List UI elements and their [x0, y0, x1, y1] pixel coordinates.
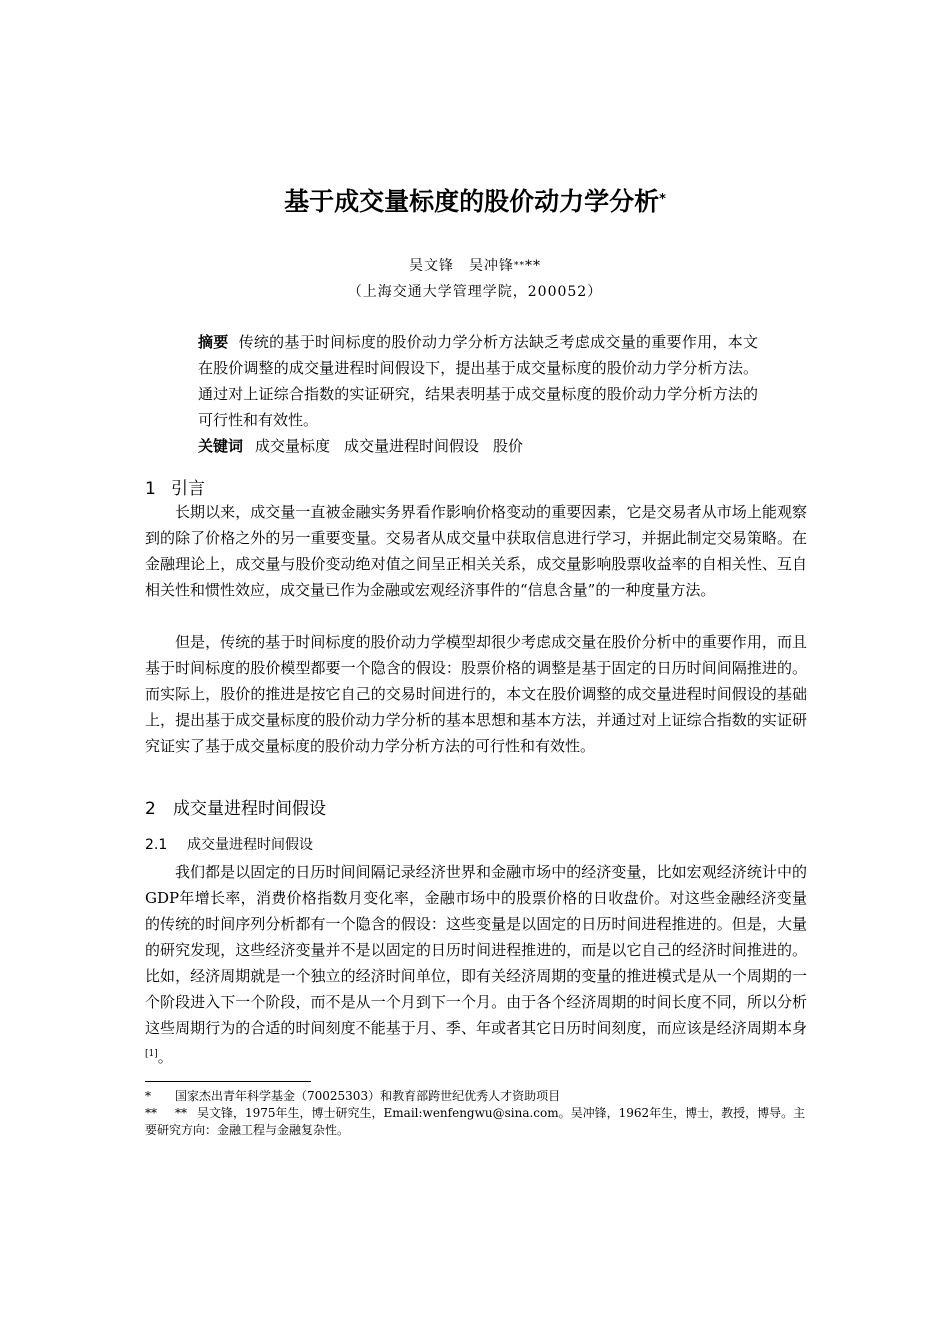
footnote-1 [145, 1088, 807, 1105]
section-number: 2 [145, 799, 156, 819]
keywords-label: 关键词 [198, 437, 244, 455]
author-suffix-mark: ** [525, 258, 541, 274]
section-heading-2 [145, 796, 326, 822]
abstract [198, 329, 758, 433]
footnote-rule [145, 1081, 311, 1082]
footnote-mark: * [145, 1089, 151, 1103]
footnote-text: 国家杰出青年科学基金（70025303）和教育部跨世纪优秀人才资助项目 [175, 1089, 561, 1103]
footnote-text: 吴文锋，1975年生，博士研究生，Email:wenfengwu@sina.com。吴冲锋，1962年生，博士，教授，博导。主要研究方向：金融工程与金融复杂性。 [145, 1106, 806, 1137]
section-title: 成交量进程时间假设 [173, 799, 326, 819]
keywords [198, 433, 758, 459]
abstract-label: 摘要 [198, 333, 229, 351]
subsection-title: 成交量进程时间假设 [187, 837, 313, 853]
section-title: 引言 [171, 479, 205, 499]
title-footnote-mark: * [659, 192, 666, 207]
author-line [0, 255, 950, 277]
footnote-2 [145, 1105, 807, 1139]
abstract-text: 传统的基于时间标度的股价动力学分析方法缺乏考虑成交量的重要作用，本文在股价调整的成交量进程时间假设下，提出基于成交量标度的股价动力学分析方法。通过对上证综合指数的实证研究，结果表明基于成交量标度的股价动力学分析方法的可行性和有效性。 [198, 333, 758, 429]
keyword-item: 股价 [493, 437, 524, 455]
footnote-inner-mark: ** [175, 1106, 187, 1120]
affiliation: （上海交通大学管理学院，200052） [347, 284, 603, 300]
author-names: 吴文锋 吴冲锋 [409, 258, 514, 274]
body-paragraph: 长期以来，成交量一直被金融实务界看作影响价格变动的重要因素，它是交易者从市场上能观察到的除了价格之外的另一重要变量。交易者从成交量中获取信息进行学习，并据此制定交易策略。在金融理论上，成交量与股价变动绝对值之间呈正相关关系，成交量影响股票收益率的自相关性、互自相关性和惯性效应，成交量已作为金融或宏观经济事件的“信息含量”的一种度量方法。 [145, 503, 807, 599]
footnote-2-line [145, 1105, 807, 1139]
footnote-mark: ** [145, 1106, 157, 1120]
body-paragraph: 但是，传统的基于时间标度的股价动力学模型却很少考虑成交量在股价分析中的重要作用，而且基于时间标度的股价模型都要一个隐含的假设：股票价格的调整是基于固定的日历时间间隔推进的。而实际上，股价的推进是按它自己的交易时间进行的，本文在股价调整的成交量进程时间假设的基础上，提出基于成交量标度的股价动力学分析的基本思想和基本方法，并通过对上证综合指数的实证研究证实了基于成交量标度的股价动力学分析方法的可行性和有效性。 [145, 633, 807, 755]
body-paragraph [145, 859, 807, 1070]
subsection-heading-2-1 [145, 834, 313, 856]
citation-ref: [1] [145, 1049, 158, 1059]
paragraph-end: 。 [157, 1048, 173, 1066]
paper-title-text: 基于成交量标度的股价动力学分析 [284, 187, 660, 216]
keyword-item: 成交量进程时间假设 [344, 437, 480, 455]
keyword-item: 成交量标度 [255, 437, 331, 455]
paragraph-text: 我们都是以固定的日历时间间隔记录经济世界和金融市场中的经济变量，比如宏观经济统计中的GDP年增长率，消费价格指数月变化率，金融市场中的股票价格的日收盘价。对这些金融经济变量的传统的时间序列分析都有一个隐含的假设：这些变量是以固定的日历时间进程推进的。但是，大量的研究发现，这些经济变量并不是以固定的日历时间进程推进的，而是以它自己的经济时间推进的。比如，经济周期就是一个独立的经济时间单位，即有关经济周期的变量的推进模式是从一个周期的一个阶段进入下一个阶段，而不是从一个月到下一个月。由于各个经济周期的时间长度不同，所以分析这些周期行为的合适的时间刻度不能基于月、季、年或者其它日历时间刻度，而应该是经济周期本身 [145, 863, 807, 1037]
subsection-number: 2.1 [145, 837, 168, 853]
paper-title [0, 182, 950, 222]
section-number: 1 [145, 479, 156, 499]
author-footnote-mark: ** [514, 261, 525, 271]
